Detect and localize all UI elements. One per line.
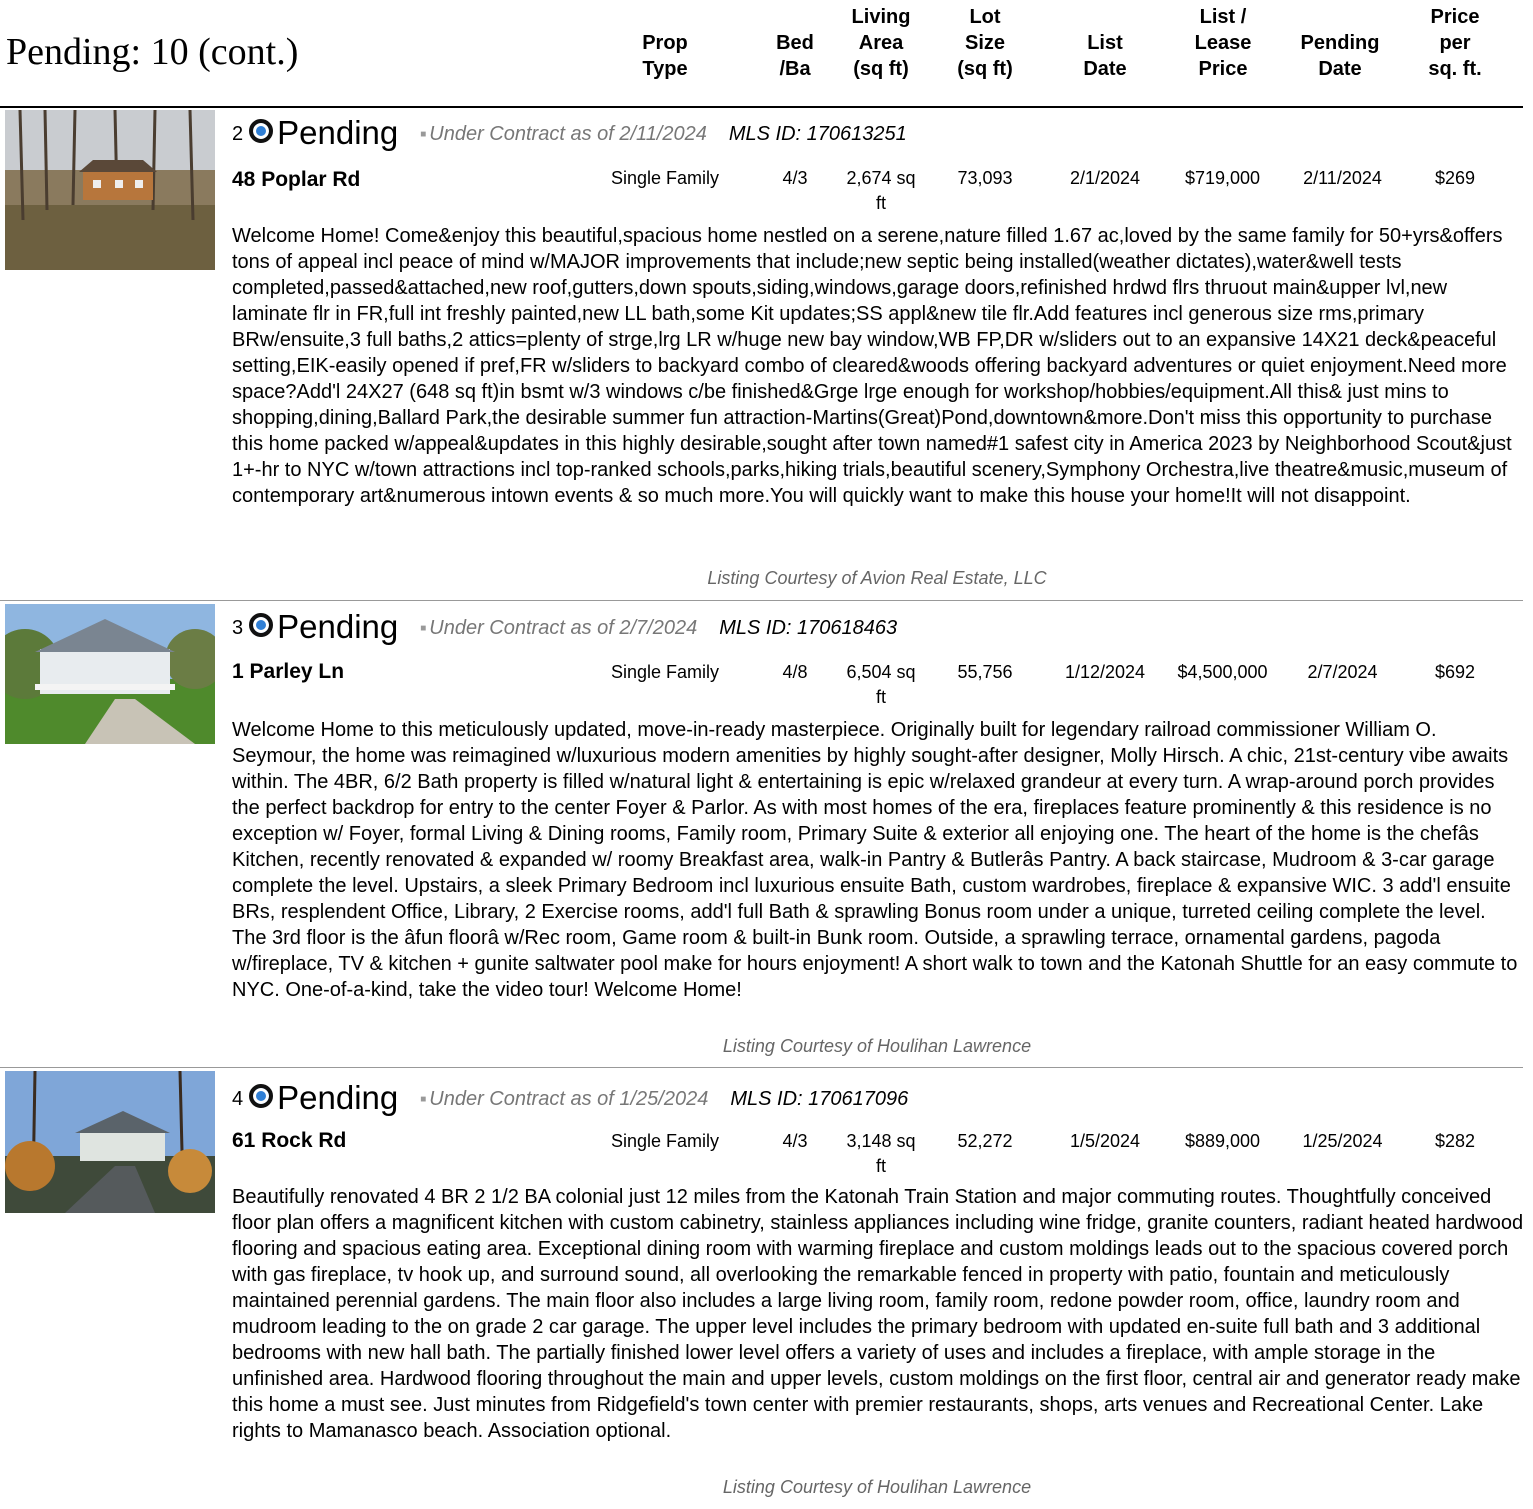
contract-text: Under Contract as of 2/7/2024 [429, 617, 698, 639]
lot-size-value: 55,756 [957, 662, 1013, 682]
listing-separator [0, 600, 1523, 601]
col-pending-date: Pending Date [1300, 32, 1380, 80]
listing-separator [0, 1067, 1523, 1068]
listing-card [0, 1069, 1523, 1509]
bullet-icon: ■ [420, 1094, 427, 1105]
col-lot-size: Lot Size (sq ft) [957, 6, 1013, 80]
listing-photo[interactable] [5, 110, 215, 270]
listing-courtesy: Listing Courtesy of Houlihan Lawrence [722, 1036, 1032, 1056]
listing-description: Beautifully renovated 4 BR 2 1/2 BA colonial just 12 miles from the Katonah Train Station and major commuting routes. Thoughtfully conceived floor plan offers a magnificent kitchen with custom cabinetry, stainless appliances including wine fridge, granite counters, radiant heated hardwood flooring and spacious eating area. Exceptional dining room with warming fireplace and custom moldings leads out to the spacious covered porch with gas fireplace, tv hook up, and surround sound, all overlooking the remarkable fenced in property with patio, fountain and meticulously maintained perennial gardens. The main floor also includes a large living room, family room, redone powder room, office, laundry room and mudroom leading to the on grade 2 car garage. The upper level includes the primary bedroom with updated en-suite full bath and 3 additional bedrooms with new hall bath. The partially finished lower level offers a variety of uses and includes a fireplace, with ample storage in the unfinished area. Hardwood flooring throughout the main and upper levels, custom moldings on the first floor, central air and generator ready make this home a must see. Just minutes from Ridgefield's town center with premier restaurants, shops, arts venues and Recreational Center. Lake rights to Mamanasco beach. Association optional. [232, 1186, 1524, 1442]
price-per-sqft-value: $282 [1434, 1131, 1476, 1151]
listing-card [0, 108, 1523, 600]
living-area-value: 6,504 sq ft [846, 662, 916, 707]
col-bed-ba: Bed /Ba [776, 32, 814, 80]
listing-header-row [232, 114, 907, 152]
lot-size-value: 52,272 [957, 1131, 1013, 1151]
col-list-date: List Date [1083, 32, 1127, 80]
list-date-value: 2/1/2024 [1069, 168, 1141, 188]
living-area-value: 3,148 sq ft [846, 1131, 916, 1176]
page-title: Pending: 10 (cont.) [6, 31, 299, 73]
col-list-price: List / Lease Price [1194, 6, 1252, 80]
contract-date [420, 123, 707, 145]
listing-status: Pending [277, 1079, 399, 1116]
list-price-value: $889,000 [1184, 1131, 1261, 1151]
listing-description: Welcome Home to this meticulously updated, move-in-ready masterpiece. Originally built for legendary railroad commissioner William O. Seymour, the home was reimagined w/luxurious modern amenities by highly sought-after designer, Molly Hirsch. A chic, 21st-century vibe awaits within. The 4BR, 6/2 Bath property is filled w/natural light & entertaining is epic w/relaxed grandeur at every turn. A wrap-around porch provides the perfect backdrop for entry to the center Foyer & Parlor. As with most homes of the era, fireplaces feature prominently & this residence is no exception w/ Foyer, formal Living & Dining rooms, Family room, Primary Suite & exterior all enjoying one. The heart of the home is the chefâs Kitchen, recently renovated & expanded w/ roomy Breakfast area, walk-in Pantry & Butlerâs Pantry. A back staircase, Mudroom & 3-car garage complete the level. Upstairs, a sleek Primary Bedroom incl luxurious ensuite Bath, custom wardrobes, fireplace & expansive WIC. 3 add'l ensuite BRs, resplendent Office, Library, 2 Exercise rooms, add'l full Bath & sprawling Bonus room under a unique, turreted ceiling complete the level. The 3rd floor is the âfun floorâ w/Rec room, Game room & built-in Bunk room. Outside, a sprawling terrace, ornamental gardens, pagoda w/fireplace, TV & kitchen + gunite saltwater pool make for hours enjoyment! A short walk to town and the Katonah Shuttle for an easy commute to NYC. One-of-a-kind, take the video tour! Welcome Home! [232, 719, 1518, 1001]
prop-type-value: Single Family [610, 662, 720, 682]
listing-number: 4 [232, 1088, 244, 1110]
listing-number: 2 [232, 123, 244, 145]
living-area-value: 2,674 sq ft [846, 168, 916, 213]
listing-status: Pending [277, 608, 399, 645]
listing-description: Welcome Home! Come&enjoy this beautiful,spacious home nestled on a serene,nature filled 1.67 ac,loved by the same family for 50+yrs&offers tons of appeal incl peace of mind w/MAJOR improvements that include;new septic being installed(weather dictates),water&well tests completed,passed&attached,new roof,gutters,down spouts,siding,windows,garage doors,refinished hrdwd flrs thruout main&upper lvl,new laminate flr in FR,full int freshly painted,new LL bath,some Kit updates;SS appl&new tile flr.Add features incl generous size rms,primary BRw/ensuite,3 full baths,2 attics=plenty of strge,lrg LR w/huge new bay window,WB FP,DR w/sliders out to an expansive 14X21 deck&peaceful setting,EIK-easily opened if pref,FR w/sliders to backyard combo of cleared&woods offering backyard adventures or quiet enjoyment.Need more space?Add'l 24X27 (648 sq ft)in bsmt w/3 windows c/be finished&Grge lrge enough for workshop/hobbies/equipment.All this& just mins to shopping,dining,Ballard Park,the desirable summer fun attraction-Martins(Great)Pond,downtown&more.Don't miss this opportunity to purchase this home packed w/appeal&updates in this highly desirable,sought after town named#1 safest city in America 2023 by Neighborhood Scout&just 1+-hr to NYC w/town attractions incl top-ranked schools,parks,hiking trials,beautiful scenery,Symphony Orchestra,live theatre&music,museum of contemporary art&numerous intown events & so much more.You will quickly want to make this house your home!It will not disappoint. [232, 225, 1512, 507]
list-price-value: $719,000 [1184, 168, 1261, 188]
col-price-per-sqft: Price per sq. ft. [1428, 6, 1482, 80]
listing-header-row [232, 1079, 908, 1117]
mls-id: MLS ID: 170613251 [728, 123, 907, 145]
listing-address[interactable]: 48 Poplar Rd [232, 168, 361, 191]
price-per-sqft-value: $269 [1434, 168, 1476, 188]
contract-date [420, 1088, 708, 1110]
listing-address[interactable]: 1 Parley Ln [232, 660, 345, 683]
listing-status: Pending [277, 114, 399, 151]
bullet-icon: ■ [420, 129, 427, 140]
contract-text: Under Contract as of 1/25/2024 [429, 1088, 709, 1110]
listing-courtesy: Listing Courtesy of Houlihan Lawrence [722, 1477, 1032, 1497]
listing-number: 3 [232, 617, 244, 639]
list-price-value: $4,500,000 [1177, 662, 1268, 682]
listing-card [0, 602, 1523, 1065]
bed-ba-value: 4/3 [782, 1131, 808, 1151]
bed-ba-value: 4/3 [782, 168, 808, 188]
list-date-value: 1/12/2024 [1064, 662, 1146, 682]
bullet-icon: ■ [420, 623, 427, 634]
bed-ba-value: 4/8 [782, 662, 808, 682]
listing-courtesy: Listing Courtesy of Avion Real Estate, LLC [707, 568, 1047, 588]
listing-address[interactable]: 61 Rock Rd [232, 1129, 347, 1152]
price-per-sqft-value: $692 [1434, 662, 1476, 682]
contract-text: Under Contract as of 2/11/2024 [429, 123, 707, 145]
col-living-area: Living Area (sq ft) [851, 6, 911, 80]
pending-date-value: 2/11/2024 [1303, 168, 1382, 188]
pending-date-value: 1/25/2024 [1302, 1131, 1383, 1151]
contract-date [420, 617, 697, 639]
status-dot-icon [249, 613, 273, 637]
list-date-value: 1/5/2024 [1069, 1131, 1141, 1151]
col-prop-type: Prop Type [642, 32, 688, 80]
status-dot-icon [249, 119, 273, 143]
prop-type-value: Single Family [610, 1131, 720, 1151]
mls-id: MLS ID: 170618463 [719, 617, 898, 639]
status-dot-icon [249, 1084, 273, 1108]
prop-type-value: Single Family [610, 168, 720, 188]
listing-photo[interactable] [5, 604, 215, 744]
listing-header-row [232, 608, 897, 646]
pending-date-value: 2/7/2024 [1307, 662, 1378, 682]
listing-photo[interactable] [5, 1071, 215, 1213]
mls-id: MLS ID: 170617096 [730, 1088, 909, 1110]
lot-size-value: 73,093 [957, 168, 1013, 188]
